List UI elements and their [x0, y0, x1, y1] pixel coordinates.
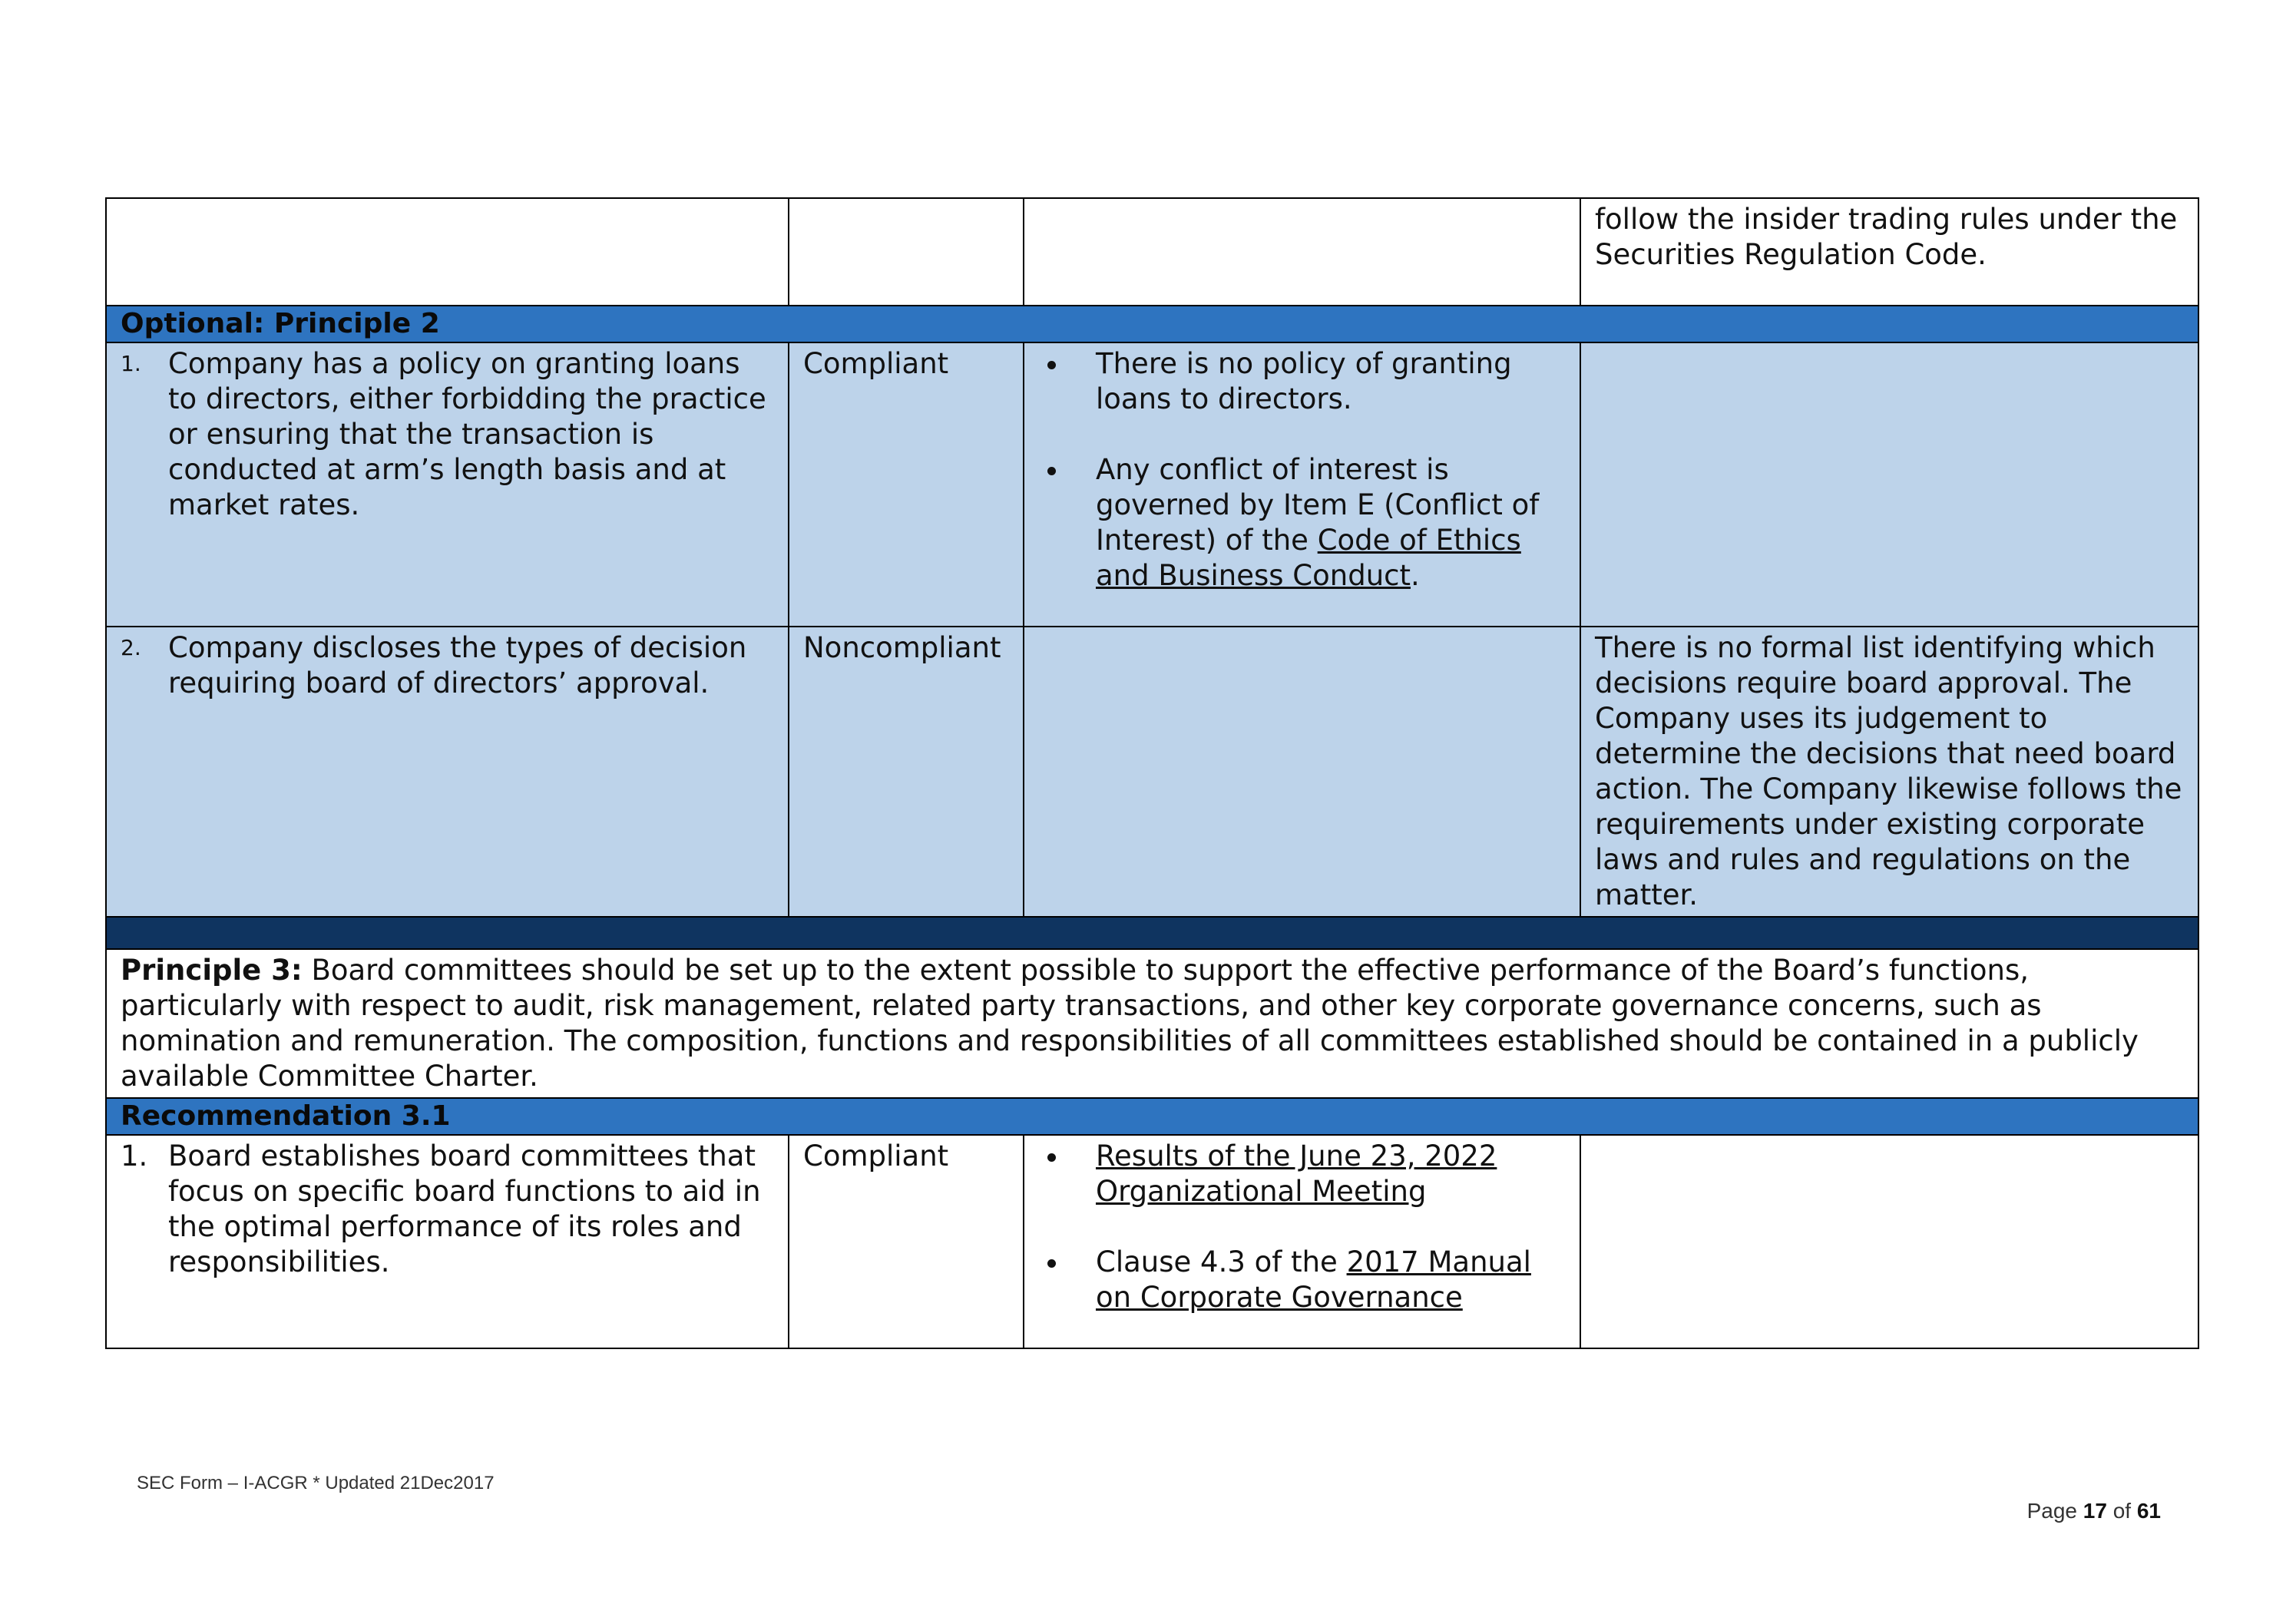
section-header-recommendation-3-1: Recommendation 3.1: [106, 1098, 2198, 1135]
explanation-bullet: [1038, 452, 1566, 594]
page-current: 17: [2083, 1499, 2107, 1523]
explanation-bullet: [1038, 346, 1566, 417]
item-number: 2.: [121, 635, 141, 660]
organizational-meeting-link[interactable]: Results of the June 23, 2022 Organizational Meeting: [1096, 1139, 1497, 1208]
remarks-cell: [1580, 1135, 2198, 1348]
manual-on-corporate-governance-link[interactable]: 2017 Manual on Corporate Governance: [1096, 1245, 1531, 1314]
section-header-optional-principle-2: Optional: Principle 2: [106, 306, 2198, 342]
explanation-cell: [1024, 1135, 1580, 1348]
explanation-list: [1038, 346, 1566, 594]
recommendation-cell: [106, 342, 789, 627]
explanation-cell: [1024, 627, 1580, 917]
bullet-text: Any conflict of interest is governed by Item E (Conflict of Interest) of the: [1096, 453, 1540, 557]
explanation-bullet: [1038, 1245, 1566, 1315]
explanation-cell: [1024, 342, 1580, 627]
continued-remarks-cell: [1580, 198, 2198, 306]
page-number: [2027, 1499, 2161, 1523]
continued-row: [106, 198, 2198, 306]
compliance-status: Noncompliant: [803, 631, 1001, 664]
footer-form-id: SEC Form – I-ACGR * Updated 21Dec2017: [137, 1473, 495, 1493]
divider-band: [106, 917, 2198, 949]
page-total: 61: [2136, 1499, 2161, 1523]
principle-3-cell: [106, 949, 2198, 1098]
divider-row: [106, 917, 2198, 949]
compliance-status: Compliant: [803, 347, 949, 380]
recommendation-item: [121, 1139, 774, 1280]
bullet-text: There is no policy of granting loans to directors.: [1096, 347, 1512, 415]
item-number: 1.: [121, 351, 141, 376]
compliance-status: Compliant: [803, 1139, 949, 1173]
recommendation-item: [121, 346, 774, 523]
principle-3-label: Principle 3:: [121, 954, 303, 987]
recommendation-text: Board establishes board committees that focus on specific board functions to aid in the optimal performance of its roles and responsibilities.: [168, 1139, 761, 1278]
bullet-text: Clause 4.3 of the: [1096, 1245, 1347, 1278]
code-of-ethics-link[interactable]: Code of Ethics and Business Conduct: [1096, 524, 1521, 592]
table-row: [106, 627, 2198, 917]
section-header-row: [106, 306, 2198, 342]
continued-explanation-cell: [1024, 198, 1580, 306]
principle-3-text: Board committees should be set up to the extent possible to support the effective performance of the Board’s functions, particularly with respect to audit, risk management, related party transactions, and other key corporate governance concerns, such as nomination and remuneration. The composition, functions and responsibilities of all committees established should be contained in a publicly available Committee Charter.: [121, 954, 2139, 1093]
governance-table: [105, 197, 2199, 1349]
remarks-text: There is no formal list identifying which decisions require board approval. The Company uses its judgement to determine the decisions that need board action. The Company likewise follows the requirements under existing corporate laws and rules and regulations on the matter.: [1595, 631, 2182, 911]
page-prefix: Page: [2026, 1499, 2083, 1523]
recommendation-text: Company has a policy on granting loans to directors, either forbidding the practice or ensuring that the transaction is conducted at arm’s length basis and at market rates.: [168, 347, 766, 521]
table-row: [106, 1135, 2198, 1348]
explanation-bullet: [1038, 1139, 1566, 1209]
table-row: [106, 342, 2198, 627]
continued-status-cell: [789, 198, 1024, 306]
explanation-list: [1038, 1139, 1566, 1315]
continued-remarks: follow the insider trading rules under the Securities Regulation Code.: [1595, 203, 2178, 271]
remarks-cell: [1580, 342, 2198, 627]
section-header-row: [106, 1098, 2198, 1135]
recommendation-text: Company discloses the types of decision requiring board of directors’ approval.: [168, 631, 747, 700]
recommendation-item: [121, 630, 774, 701]
page-of: of: [2106, 1499, 2137, 1523]
continued-recommendation-cell: [106, 198, 789, 306]
principle-row: [106, 949, 2198, 1098]
recommendation-cell: [106, 1135, 789, 1348]
status-cell: [789, 1135, 1024, 1348]
recommendation-cell: [106, 627, 789, 917]
remarks-cell: [1580, 627, 2198, 917]
status-cell: [789, 627, 1024, 917]
status-cell: [789, 342, 1024, 627]
item-number: 1.: [121, 1139, 148, 1173]
bullet-suffix: .: [1411, 559, 1420, 592]
